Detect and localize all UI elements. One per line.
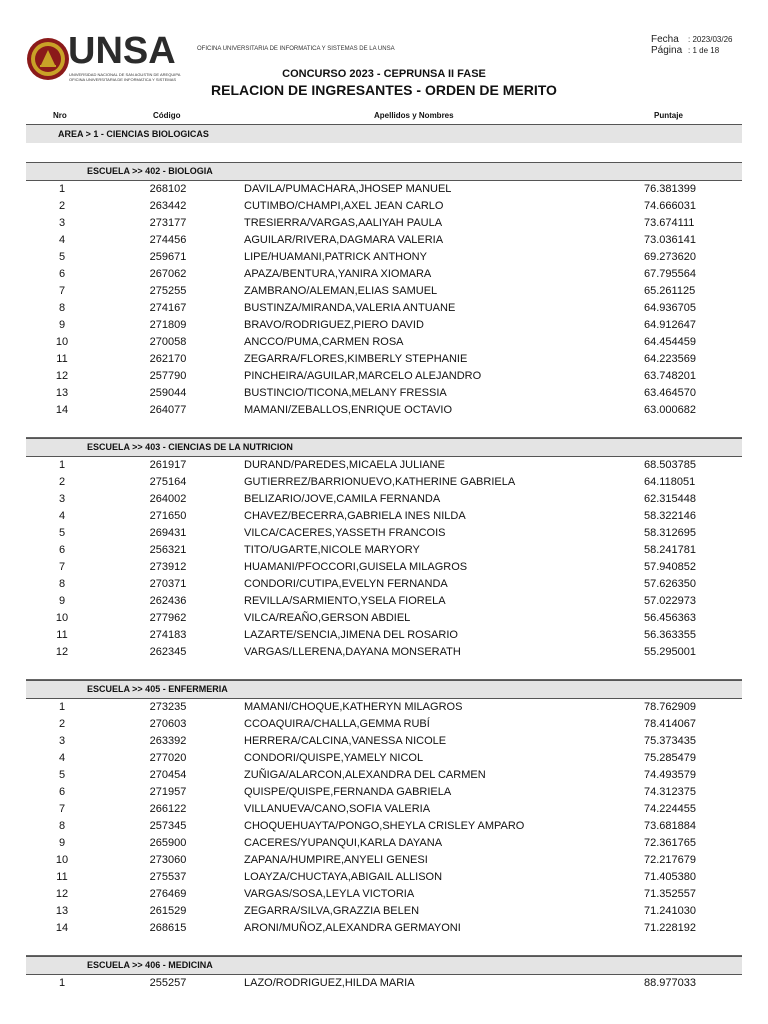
row-puntaje: 57.022973 [644, 595, 696, 607]
table-row [26, 559, 742, 576]
table-row [26, 457, 742, 474]
row-puntaje: 71.405380 [644, 871, 696, 883]
table-row [26, 232, 742, 249]
row-nombre: PINCHEIRA/AGUILAR,MARCELO ALEJANDRO [244, 370, 482, 382]
row-nro: 5 [58, 251, 66, 263]
row-nombre: ZEGARRA/SILVA,GRAZZIA BELEN [244, 905, 420, 917]
table-row [26, 801, 742, 818]
logo-subtitle-1: UNIVERSIDAD NACIONAL DE SAN AGUSTIN DE AREQUIPA [69, 72, 181, 77]
row-nro: 13 [55, 905, 69, 917]
row-puntaje: 78.762909 [644, 701, 696, 713]
table-row [26, 474, 742, 491]
row-nro: 14 [55, 404, 69, 416]
row-codigo: 273235 [149, 701, 187, 713]
school-header [26, 162, 742, 181]
row-puntaje: 55.295001 [644, 646, 696, 658]
row-nombre: ZEGARRA/FLORES,KIMBERLY STEPHANIE [244, 353, 468, 365]
row-nro: 12 [55, 370, 69, 382]
row-nro: 7 [58, 803, 66, 815]
row-nombre: BUSTINZA/MIRANDA,VALERIA ANTUANE [244, 302, 456, 314]
section-divider [26, 419, 742, 438]
row-puntaje: 71.352557 [644, 888, 696, 900]
table-row [26, 716, 742, 733]
row-nro: 5 [58, 527, 66, 539]
row-nro: 8 [58, 302, 66, 314]
row-nombre: ZUÑIGA/ALARCON,ALEXANDRA DEL CARMEN [244, 769, 486, 781]
row-codigo: 262436 [149, 595, 187, 607]
school-header [26, 956, 742, 975]
table-row [26, 835, 742, 852]
row-puntaje: 64.118051 [644, 476, 696, 488]
row-puntaje: 63.464570 [644, 387, 696, 399]
logo-text: UNSA [68, 30, 176, 72]
table-row [26, 334, 742, 351]
table-row [26, 610, 742, 627]
row-nro: 11 [56, 629, 68, 641]
row-puntaje: 64.912647 [644, 319, 696, 331]
school-header [26, 680, 742, 699]
row-nombre: VILCA/REAÑO,GERSON ABDIEL [244, 612, 411, 624]
table-row [26, 249, 742, 266]
row-nombre: LOAYZA/CHUCTAYA,ABIGAIL ALLISON [244, 871, 443, 883]
school-title: ESCUELA >> 402 - BIOLOGIA [87, 166, 213, 176]
row-nombre: LAZARTE/SENCIA,JIMENA DEL ROSARIO [244, 629, 458, 641]
row-puntaje: 75.373435 [644, 735, 696, 747]
row-puntaje: 63.000682 [644, 404, 696, 416]
row-puntaje: 68.503785 [644, 459, 696, 471]
row-puntaje: 58.241781 [644, 544, 696, 556]
row-nro: 3 [58, 493, 66, 505]
row-nombre: VILLANUEVA/CANO,SOFIA VALERIA [244, 803, 431, 815]
col-nombres: Apellidos y Nombres [374, 111, 454, 120]
row-nro: 9 [58, 837, 66, 849]
row-puntaje: 76.381399 [644, 183, 696, 195]
row-nro: 9 [58, 595, 66, 607]
row-nro: 5 [58, 769, 66, 781]
row-puntaje: 69.273620 [644, 251, 696, 263]
row-puntaje: 63.748201 [644, 370, 696, 382]
pagina-label: Página [651, 45, 683, 56]
table-row [26, 491, 742, 508]
col-puntaje: Puntaje [654, 111, 683, 120]
table-row [26, 886, 742, 903]
row-nombre: VARGAS/SOSA,LEYLA VICTORIA [244, 888, 415, 900]
row-puntaje: 64.936705 [644, 302, 696, 314]
table-row [26, 869, 742, 886]
row-nro: 10 [55, 612, 69, 624]
row-nro: 3 [58, 735, 66, 747]
row-codigo: 270603 [149, 718, 187, 730]
office-name: OFICINA UNIVERSITARIA DE INFORMATICA Y SISTEMAS DE LA UNSA [197, 46, 395, 52]
row-codigo: 274183 [149, 629, 187, 641]
row-codigo: 259044 [149, 387, 187, 399]
table-row [26, 733, 742, 750]
row-codigo: 261917 [149, 459, 187, 471]
row-nombre: CHOQUEHUAYTA/PONGO,SHEYLA CRISLEY AMPARO [244, 820, 525, 832]
pagina-value: : 1 de 18 [688, 46, 720, 55]
row-nombre: LIPE/HUAMANI,PATRICK ANTHONY [244, 251, 427, 263]
row-puntaje: 57.626350 [644, 578, 696, 590]
row-nombre: ZAPANA/HUMPIRE,ANYELI GENESI [244, 854, 428, 866]
row-nombre: BRAVO/RODRIGUEZ,PIERO DAVID [244, 319, 424, 331]
section-divider [26, 937, 742, 956]
row-nombre: REVILLA/SARMIENTO,YSELA FIORELA [244, 595, 446, 607]
row-codigo: 275537 [149, 871, 187, 883]
row-puntaje: 62.315448 [644, 493, 696, 505]
row-puntaje: 74.312375 [644, 786, 696, 798]
contest-title: CONCURSO 2023 - CEPRUNSA II FASE [282, 68, 486, 80]
page-title: RELACION DE INGRESANTES - ORDEN DE MERITO [211, 82, 557, 98]
row-nombre: TITO/UGARTE,NICOLE MARYORY [244, 544, 420, 556]
row-nro: 10 [55, 854, 69, 866]
row-puntaje: 64.223569 [644, 353, 696, 365]
row-nro: 7 [58, 561, 66, 573]
row-codigo: 275255 [149, 285, 187, 297]
school-title: ESCUELA >> 406 - MEDICINA [87, 960, 213, 970]
row-puntaje: 74.224455 [644, 803, 696, 815]
row-codigo: 263442 [149, 200, 187, 212]
col-nro: Nro [53, 111, 67, 120]
row-nombre: HERRERA/CALCINA,VANESSA NICOLE [244, 735, 447, 747]
row-nro: 10 [55, 336, 69, 348]
row-nombre: TRESIERRA/VARGAS,AALIYAH PAULA [244, 217, 443, 229]
row-nro: 6 [58, 544, 66, 556]
row-nro: 11 [56, 353, 68, 365]
row-nro: 13 [55, 387, 69, 399]
table-row [26, 975, 742, 992]
row-codigo: 264077 [149, 404, 187, 416]
row-nombre: VILCA/CACERES,YASSETH FRANCOIS [244, 527, 446, 539]
row-codigo: 271809 [149, 319, 187, 331]
table-row [26, 750, 742, 767]
row-puntaje: 71.228192 [644, 922, 696, 934]
row-codigo: 261529 [149, 905, 187, 917]
row-puntaje: 73.674111 [644, 217, 695, 229]
row-nro: 1 [58, 459, 66, 471]
row-nro: 12 [55, 646, 69, 658]
row-puntaje: 73.036141 [644, 234, 696, 246]
row-nombre: MAMANI/CHOQUE,KATHERYN MILAGROS [244, 701, 463, 713]
table-row [26, 181, 742, 198]
row-codigo: 266122 [149, 803, 187, 815]
row-puntaje: 78.414067 [644, 718, 696, 730]
table-row [26, 283, 742, 300]
row-codigo: 268615 [149, 922, 187, 934]
table-row [26, 644, 742, 661]
row-nro: 3 [58, 217, 66, 229]
row-codigo: 274167 [149, 302, 187, 314]
row-nro: 11 [56, 871, 68, 883]
document-meta [651, 34, 732, 56]
table-row [26, 767, 742, 784]
table-row [26, 920, 742, 937]
page-header [0, 0, 768, 108]
divider [26, 146, 742, 163]
row-nro: 7 [58, 285, 66, 297]
row-puntaje: 72.361765 [644, 837, 696, 849]
table-row [26, 903, 742, 920]
row-nombre: DAVILA/PUMACHARA,JHOSEP MANUEL [244, 183, 452, 195]
row-nombre: CUTIMBO/CHAMPI,AXEL JEAN CARLO [244, 200, 444, 212]
row-codigo: 265900 [149, 837, 187, 849]
logo-subtitle-2: OFICINA UNIVERSITARIA DE INFORMATICA Y SISTEMAS [69, 77, 177, 82]
row-nro: 6 [58, 268, 66, 280]
row-nombre: APAZA/BENTURA,YANIRA XIOMARA [244, 268, 432, 280]
row-nombre: CONDORI/QUISPE,YAMELY NICOL [244, 752, 424, 764]
row-nombre: MAMANI/ZEBALLOS,ENRIQUE OCTAVIO [244, 404, 453, 416]
table-row [26, 508, 742, 525]
row-nombre: BELIZARIO/JOVE,CAMILA FERNANDA [244, 493, 441, 505]
table-row [26, 198, 742, 215]
col-codigo: Código [153, 111, 181, 120]
row-puntaje: 74.493579 [644, 769, 696, 781]
row-codigo: 274456 [149, 234, 187, 246]
row-codigo: 263392 [149, 735, 187, 747]
row-codigo: 264002 [149, 493, 187, 505]
row-nro: 8 [58, 578, 66, 590]
row-nombre: VARGAS/LLERENA,DAYANA MONSERATH [244, 646, 461, 658]
row-nombre: AGUILAR/RIVERA,DAGMARA VALERIA [244, 234, 444, 246]
row-puntaje: 58.312695 [644, 527, 696, 539]
row-codigo: 273912 [149, 561, 187, 573]
row-puntaje: 64.454459 [644, 336, 696, 348]
row-codigo: 270371 [149, 578, 187, 590]
row-nombre: DURAND/PAREDES,MICAELA JULIANE [244, 459, 445, 471]
row-nro: 4 [58, 510, 66, 522]
row-codigo: 267062 [149, 268, 187, 280]
row-puntaje: 65.261125 [644, 285, 696, 297]
row-nro: 12 [55, 888, 69, 900]
row-nombre: ANCCO/PUMA,CARMEN ROSA [244, 336, 404, 348]
row-puntaje: 56.456363 [644, 612, 696, 624]
row-nro: 2 [58, 718, 66, 730]
table-row [26, 576, 742, 593]
table-row [26, 699, 742, 716]
row-nombre: CCOAQUIRA/CHALLA,GEMMA RUBÍ [244, 718, 430, 730]
row-puntaje: 73.681884 [644, 820, 696, 832]
row-codigo: 257345 [149, 820, 187, 832]
row-nro: 2 [58, 200, 66, 212]
row-nombre: GUTIERREZ/BARRIONUEVO,KATHERINE GABRIELA [244, 476, 516, 488]
fecha-label: Fecha [651, 34, 679, 45]
row-nombre: ZAMBRANO/ALEMAN,ELIAS SAMUEL [244, 285, 438, 297]
row-puntaje: 75.285479 [644, 752, 696, 764]
row-codigo: 277962 [149, 612, 187, 624]
row-nombre: QUISPE/QUISPE,FERNANDA GABRIELA [244, 786, 452, 798]
school-title: ESCUELA >> 405 - ENFERMERIA [87, 684, 228, 694]
row-codigo: 270454 [149, 769, 187, 781]
row-codigo: 262345 [149, 646, 187, 658]
table-row [26, 852, 742, 869]
table-row [26, 266, 742, 283]
area-header [26, 124, 742, 143]
table-row [26, 784, 742, 801]
row-nro: 4 [58, 234, 66, 246]
row-codigo: 255257 [149, 977, 187, 989]
row-nro: 1 [58, 701, 66, 713]
row-nombre: CONDORI/CUTIPA,EVELYN FERNANDA [244, 578, 448, 590]
table-row [26, 627, 742, 644]
row-puntaje: 57.940852 [644, 561, 696, 573]
table-row [26, 317, 742, 334]
table-row [26, 525, 742, 542]
row-codigo: 262170 [149, 353, 187, 365]
row-nro: 1 [58, 183, 66, 195]
row-nro: 4 [58, 752, 66, 764]
table-row [26, 593, 742, 610]
row-nombre: BUSTINCIO/TICONA,MELANY FRESSIA [244, 387, 447, 399]
table-row [26, 215, 742, 232]
section-divider [26, 661, 742, 680]
table-row [26, 351, 742, 368]
row-puntaje: 72.217679 [644, 854, 696, 866]
table-row [26, 300, 742, 317]
table-row [26, 368, 742, 385]
row-codigo: 271650 [149, 510, 187, 522]
row-codigo: 269431 [149, 527, 187, 539]
row-codigo: 256321 [149, 544, 187, 556]
row-nro: 2 [58, 476, 66, 488]
column-headers [26, 106, 742, 124]
row-puntaje: 67.795564 [644, 268, 696, 280]
fecha-value: : 2023/03/26 [688, 35, 733, 44]
row-nro: 1 [58, 977, 66, 989]
row-puntaje: 58.322146 [644, 510, 696, 522]
table-row [26, 385, 742, 402]
row-codigo: 276469 [149, 888, 187, 900]
row-nombre: LAZO/RODRIGUEZ,HILDA MARIA [244, 977, 415, 989]
row-nombre: HUAMANI/PFOCCORI,GUISELA MILAGROS [244, 561, 468, 573]
row-nro: 6 [58, 786, 66, 798]
row-codigo: 268102 [149, 183, 187, 195]
results-list [26, 162, 742, 992]
row-nro: 8 [58, 820, 66, 832]
area-title: AREA > 1 - CIENCIAS BIOLOGICAS [58, 129, 209, 139]
row-nro: 14 [55, 922, 69, 934]
row-puntaje: 56.363355 [644, 629, 696, 641]
row-codigo: 271957 [149, 786, 187, 798]
row-nombre: CHAVEZ/BECERRA,GABRIELA INES NILDA [244, 510, 466, 522]
row-codigo: 259671 [149, 251, 187, 263]
row-puntaje: 74.666031 [644, 200, 696, 212]
table-row [26, 818, 742, 835]
row-codigo: 277020 [149, 752, 187, 764]
school-header [26, 438, 742, 457]
row-codigo: 273060 [149, 854, 187, 866]
row-codigo: 257790 [149, 370, 187, 382]
row-codigo: 270058 [149, 336, 187, 348]
row-puntaje: 88.977033 [644, 977, 696, 989]
school-title: ESCUELA >> 403 - CIENCIAS DE LA NUTRICION [87, 442, 293, 452]
row-codigo: 273177 [149, 217, 187, 229]
row-nombre: ARONI/MUÑOZ,ALEXANDRA GERMAYONI [244, 922, 461, 934]
table-row [26, 402, 742, 419]
table-row [26, 542, 742, 559]
row-nro: 9 [58, 319, 66, 331]
row-codigo: 275164 [149, 476, 187, 488]
row-nombre: CACERES/YUPANQUI,KARLA DAYANA [244, 837, 443, 849]
row-puntaje: 71.241030 [644, 905, 696, 917]
